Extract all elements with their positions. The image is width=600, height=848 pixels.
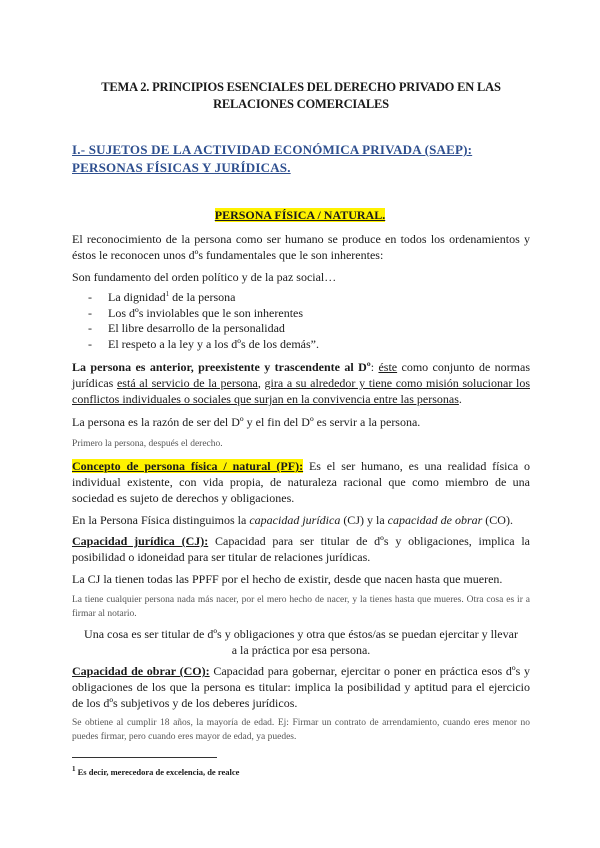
subheading-text: PERSONA FÍSICA / NATURAL.: [214, 208, 386, 222]
list-item-dignidad-rest: de la persona: [169, 290, 236, 304]
colon: :: [370, 360, 379, 374]
paragraph-persona-anterior: [72, 359, 530, 407]
footnote-divider: [72, 757, 217, 758]
text-end: .: [458, 392, 462, 406]
section-heading: [72, 141, 530, 177]
persona-anterior-bold: La persona es anterior, preexistente y trascendente al Dº: [72, 360, 371, 374]
paragraph-concepto-pf: [72, 458, 530, 506]
list-dash: -: [88, 305, 92, 320]
footnote-ref: 1: [165, 290, 170, 298]
capacidad-obrar-text: Capacidad para gobernar, ejercitar o poner en práctica esos dºs y obligaciones de los que la persona es titular: implica la posibilidad y aptitud para el ejercicio de los dºs subjetivos y de los deberes jurídicos.: [72, 664, 530, 710]
note-primero-persona: Primero la persona, después el derecho.: [72, 439, 223, 449]
list-item: [88, 306, 319, 322]
paragraph-distinguimos: [72, 512, 530, 528]
capacidad-juridica-heading: Capacidad jurídica (CJ):: [72, 534, 209, 548]
paragraph-capacidad-juridica: [72, 533, 530, 565]
list-item-text: El respeto a la ley y a los dºs de los demás”.: [108, 336, 319, 351]
subheading: [0, 207, 600, 223]
capacidad-juridica-text: Capacidad para ser titular de dºs y obligaciones, implica la posibilidad o idoneidad para ser titular de relaciones jurídicas.: [72, 534, 530, 564]
text-segment: En la Persona Física distinguimos la: [72, 513, 250, 527]
section-heading-line-2: PERSONAS FÍSICAS Y JURÍDICAS.: [72, 160, 291, 175]
paragraph-cj-ppff: La CJ la tienen todas las PPFF por el hecho de existir, desde que nacen hasta que mueren.: [72, 572, 503, 586]
list-item: [88, 321, 319, 337]
capacidad-juridica-italic: capacidad jurídica: [249, 513, 341, 527]
note-nacer: La tiene cualquier persona nada más nacer, por el mero hecho de nacer, y la tienes hasta que mueres. Otra cosa es ir a firmar al notario.: [72, 595, 530, 619]
document-title: [72, 79, 530, 113]
list-dash: -: [88, 336, 92, 351]
paragraph-titular: Una cosa es ser titular de dºs y obligaciones y otra que éstos/as se puedan ejercitar y llevar a la práctica por esa persona.: [84, 627, 518, 657]
paragraph-razon-de-ser: La persona es la razón de ser del Dº y el fin del Dº es servir a la persona.: [72, 415, 421, 429]
underlined-mision: gira a su alrededor y tiene como misión solucionar los conflictos individuales o sociales que surjan en la convivencia entre las personas: [72, 376, 530, 406]
list-item: [88, 290, 319, 306]
paragraph-capacidad-obrar: [72, 663, 530, 711]
paragraph-intro: El reconocimiento de la persona como ser humano se produce en todos los ordenamientos y éstos le reconocen unos dºs fundamentales que le son inherentes:: [72, 232, 530, 262]
paragraph-fundamento: Son fundamento del orden político y de la paz social…: [72, 270, 337, 284]
list-item-text: Los dºs inviolables que le son inherentes: [108, 305, 304, 320]
capacidad-obrar-italic: capacidad de obrar: [387, 513, 483, 527]
underlined-servicio: está al servicio de la persona: [116, 376, 258, 390]
list-item-text: El libre desarrollo de la personalidad: [108, 321, 285, 335]
rights-list: [88, 290, 319, 352]
title-line-1: TEMA 2. PRINCIPIOS ESENCIALES DEL DERECHO PRIVADO EN LAS: [101, 80, 501, 94]
list-item: [88, 337, 319, 353]
note-mayoria-edad: Se obtiene al cumplir 18 años, la mayoría de edad. Ej: Firmar un contrato de arrendamiento, cuando eres menor no puedes firmar, pero cuando eres mayor de edad, ya puedes.: [72, 718, 530, 742]
list-dash: -: [88, 290, 92, 304]
footnote-number: 1: [72, 765, 76, 774]
text-segment: (CO).: [482, 513, 513, 527]
footnote-text: Es decir, merecedora de excelencia, de realce: [75, 767, 240, 777]
list-dash: -: [88, 321, 92, 335]
title-line-2: RELACIONES COMERCIALES: [213, 97, 389, 111]
concepto-pf-text: Es el ser humano, es una realidad física o individual existente, con vida propia, de naturaleza racional que como miembro de una sociedad es sujeto de derechos y obligaciones.: [72, 459, 531, 505]
text-segment: como conjunto de normas jurídicas: [72, 360, 530, 390]
list-item-text: [108, 290, 235, 306]
text-separator: ,: [257, 376, 265, 390]
este-underlined: éste: [378, 360, 398, 374]
list-item-dignidad: La dignidad: [108, 290, 166, 304]
capacidad-obrar-heading: Capacidad de obrar (CO):: [72, 664, 210, 678]
footnote: [72, 766, 239, 778]
concepto-pf-heading: Concepto de persona física / natural (PF):: [72, 459, 304, 473]
text-segment: (CJ) y la: [340, 513, 388, 527]
section-heading-line-1: I.- SUJETOS DE LA ACTIVIDAD ECONÓMICA PRIVADA (SAEP):: [72, 142, 473, 157]
